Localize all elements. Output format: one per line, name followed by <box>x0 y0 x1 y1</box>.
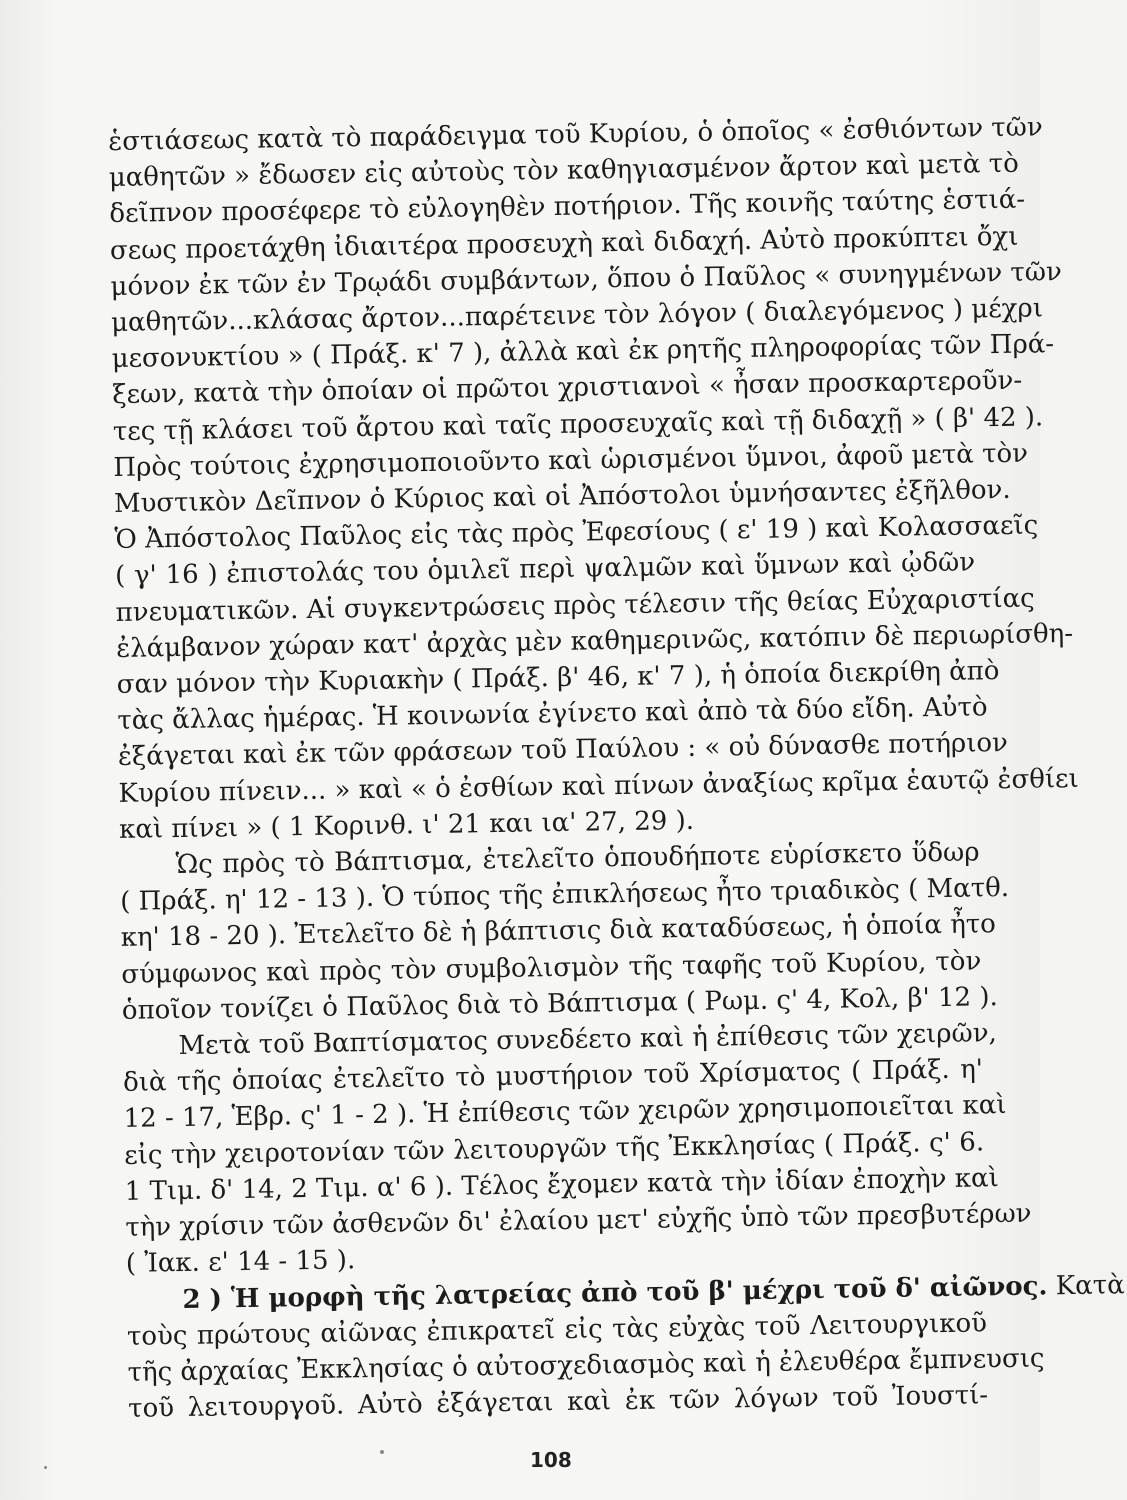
text-line: ( Ἰακ. ε' 14 - 15 ). <box>125 1245 356 1280</box>
page-number: 108 <box>530 1448 572 1472</box>
text-line: κη' 18 - 20 ). Ἐτελεῖτο δὲ ἡ βάπτισις διὰ καταδύσεως, ἡ ὁποία ἦτο <box>120 909 997 954</box>
text-line: μεσονυκτίου » ( Πράξ. κ' 7 ), ἀλλὰ καὶ ἐκ ρητῆς πληροφορίας τῶν Πρά- <box>111 329 1055 375</box>
text-line: Μετὰ τοῦ Βαπτίσματος συνεδέετο καὶ ἡ ἐπίθεσις τῶν χειρῶν, <box>178 1018 998 1062</box>
text-line: Ὁ Ἀπόστολος Παῦλος εἰς τὰς πρὸς Ἐφεσίους ( ε' 19 ) καὶ Κολασσαεῖς <box>114 510 1039 556</box>
scan-speck <box>380 1450 384 1454</box>
heading-continuation: Κατὰ <box>1047 1269 1125 1301</box>
text-line: 1 Τιμ. δ' 14, 2 Τιμ. α' 6 ). Τέλος ἔχομεν κατὰ τὴν ἰδίαν ἐποχὴν καὶ <box>124 1163 999 1207</box>
text-line: τῆς ἀρχαίας Ἐκκλησίας ὁ αὐτοσχεδιασμὸς καὶ ἡ ἐλευθέρα ἔμπνευσις <box>127 1343 1045 1388</box>
text-line: τοῦ λειτουργοῦ. Αὐτὸ ἐξάγεται καὶ ἐκ τῶν λόγων τοῦ Ἰουστί- <box>127 1380 989 1424</box>
text-line: μαθητῶν » ἔδωσεν εἰς αὐτοὺς τὸν καθηγιασμένον ἄρτον καὶ μετὰ τὸ <box>108 148 1020 194</box>
text-line: Ὡς πρὸς τὸ Βάπτισμα, ἐτελεῖτο ὁπουδήποτε εὑρίσκετο ὕδωρ <box>175 837 980 881</box>
text-line: τες τῇ κλάσει τοῦ ἄρτου καὶ ταῖς προσευχαῖς καὶ τῇ διδαχῇ » ( β' 42 ). <box>112 401 1044 447</box>
text-line: μαθητῶν...κλάσας ἄρτον...παρέτεινε τὸν λόγον ( διαλεγόμενος ) μέχρι <box>110 293 1044 338</box>
text-line: διὰ τῆς ὁποίας ἐτελεῖτο τὸ μυστήριον τοῦ Χρίσματος ( Πράξ. η' <box>122 1054 984 1099</box>
scan-speck <box>44 1466 47 1469</box>
text-line: Μυστικὸν Δεῖπνον ὁ Κύριος καὶ οἱ Ἀπόστολοι ὑμνήσαντες ἐξῆλθον. <box>113 474 1011 519</box>
text-line: σεως προετάχθη ἰδιαιτέρα προσευχὴ καὶ διδαχή. Αὐτὸ προκύπτει ὄχι <box>109 221 1019 266</box>
text-line: δεῖπνον προσέφερε τὸ εὐλογηθὲν ποτήριον. Τῆς κοινῆς ταύτης ἑστιά- <box>109 185 1026 230</box>
text-line: τοὺς πρώτους αἰῶνας ἐπικρατεῖ εἰς τὰς εὐχὰς τοῦ Λειτουργικοῦ <box>126 1308 988 1352</box>
text-line: ἑστιάσεως κατὰ τὸ παράδειγμα τοῦ Κυρίου, ὁ ὁποῖος « ἐσθιόντων τῶν <box>108 112 1043 157</box>
text-line: ( Πράξ. η' 12 - 13 ). Ὁ τύπος τῆς ἐπικλήσεως ἦτο τριαδικὸς ( Ματθ. <box>119 873 1010 918</box>
text-line: ξεων, κατὰ τὴν ὁποίαν οἱ πρῶτοι χριστιανοὶ « ἦσαν προσκαρτεροῦν- <box>112 366 1023 411</box>
text-line: πνευματικῶν. Αἱ συγκεντρώσεις πρὸς τέλεσιν τῆς θείας Εὐχαριστίας <box>115 583 1035 628</box>
text-line: σύμφωνος καὶ πρὸς τὸν συμβολισμὸν τῆς ταφῆς τοῦ Κυρίου, τὸν <box>121 946 982 990</box>
text-line: ἐλάμβανον χώραν κατ' ἀρχὰς μὲν καθημερινῶς, κατόπιν δὲ περιωρίσθη- <box>116 618 1074 664</box>
text-line: τὴν χρίσιν τῶν ἀσθενῶν δι' ἐλαίου μετ' εὐχῆς ὑπὸ τῶν πρεσβυτέρων <box>125 1198 1032 1243</box>
body-text <box>108 110 1125 1427</box>
text-line: σαν μόνον τὴν Κυριακὴν ( Πράξ. β' 46, κ' 7 ), ἡ ὁποία διεκρίθη ἀπὸ <box>116 656 1000 700</box>
text-line: Πρὸς τούτοις ἐχρησιμοποιοῦντο καὶ ὡρισμένοι ὕμνοι, ἀφοῦ μετὰ τὸν <box>113 438 1029 483</box>
text-line: τὰς ἄλλας ἡμέρας. Ἡ κοινωνία ἐγίνετο καὶ ἀπὸ τὰ δύο εἴδη. Αὐτὸ <box>117 692 988 737</box>
text-line: καὶ πίνει » ( 1 Κορινθ. ι' 21 και ια' 27, 29 ). <box>118 805 695 845</box>
text-line: ἐξάγεται καὶ ἐκ τῶν φράσεων τοῦ Παύλου : « οὐ δύνασθε ποτήριον <box>117 728 1009 773</box>
text-line: Κυρίου πίνειν... » καὶ « ὁ ἐσθίων καὶ πίνων ἀναξίως κρῖμα ἑαυτῷ ἐσθίει <box>118 763 1079 809</box>
text-line: ὁποῖον τονίζει ὁ Παῦλος διὰ τὸ Βάπτισμα ( Ρωμ. ς' 4, Κολ, β' 12 ). <box>121 982 998 1026</box>
text-line: ( γ' 16 ) ἐπιστολάς του ὁμιλεῖ περὶ ψαλμῶν καὶ ὕμνων καὶ ᾠδῶν <box>114 547 976 592</box>
section-heading: 2 ) Ἡ μορφὴ τῆς λατρείας ἀπὸ τοῦ β' μέχρι τοῦ δ' αἰῶνος. <box>182 1270 1048 1315</box>
text-line: εἰς τὴν χειροτονίαν τῶν λειτουργῶν τῆς Ἐκκλησίας ( Πράξ. ς' 6. <box>123 1127 985 1171</box>
text-line: 12 - 17, Ἑβρ. ς' 1 - 2 ). Ἡ ἐπίθεσις τῶν χειρῶν χρησιμοποιεῖται καὶ <box>123 1090 1007 1135</box>
text-line: μόνον ἐκ τῶν ἐν Τρῳάδι συμβάντων, ὅπου ὁ Παῦλος « συνηγμένων τῶν <box>110 256 1063 302</box>
